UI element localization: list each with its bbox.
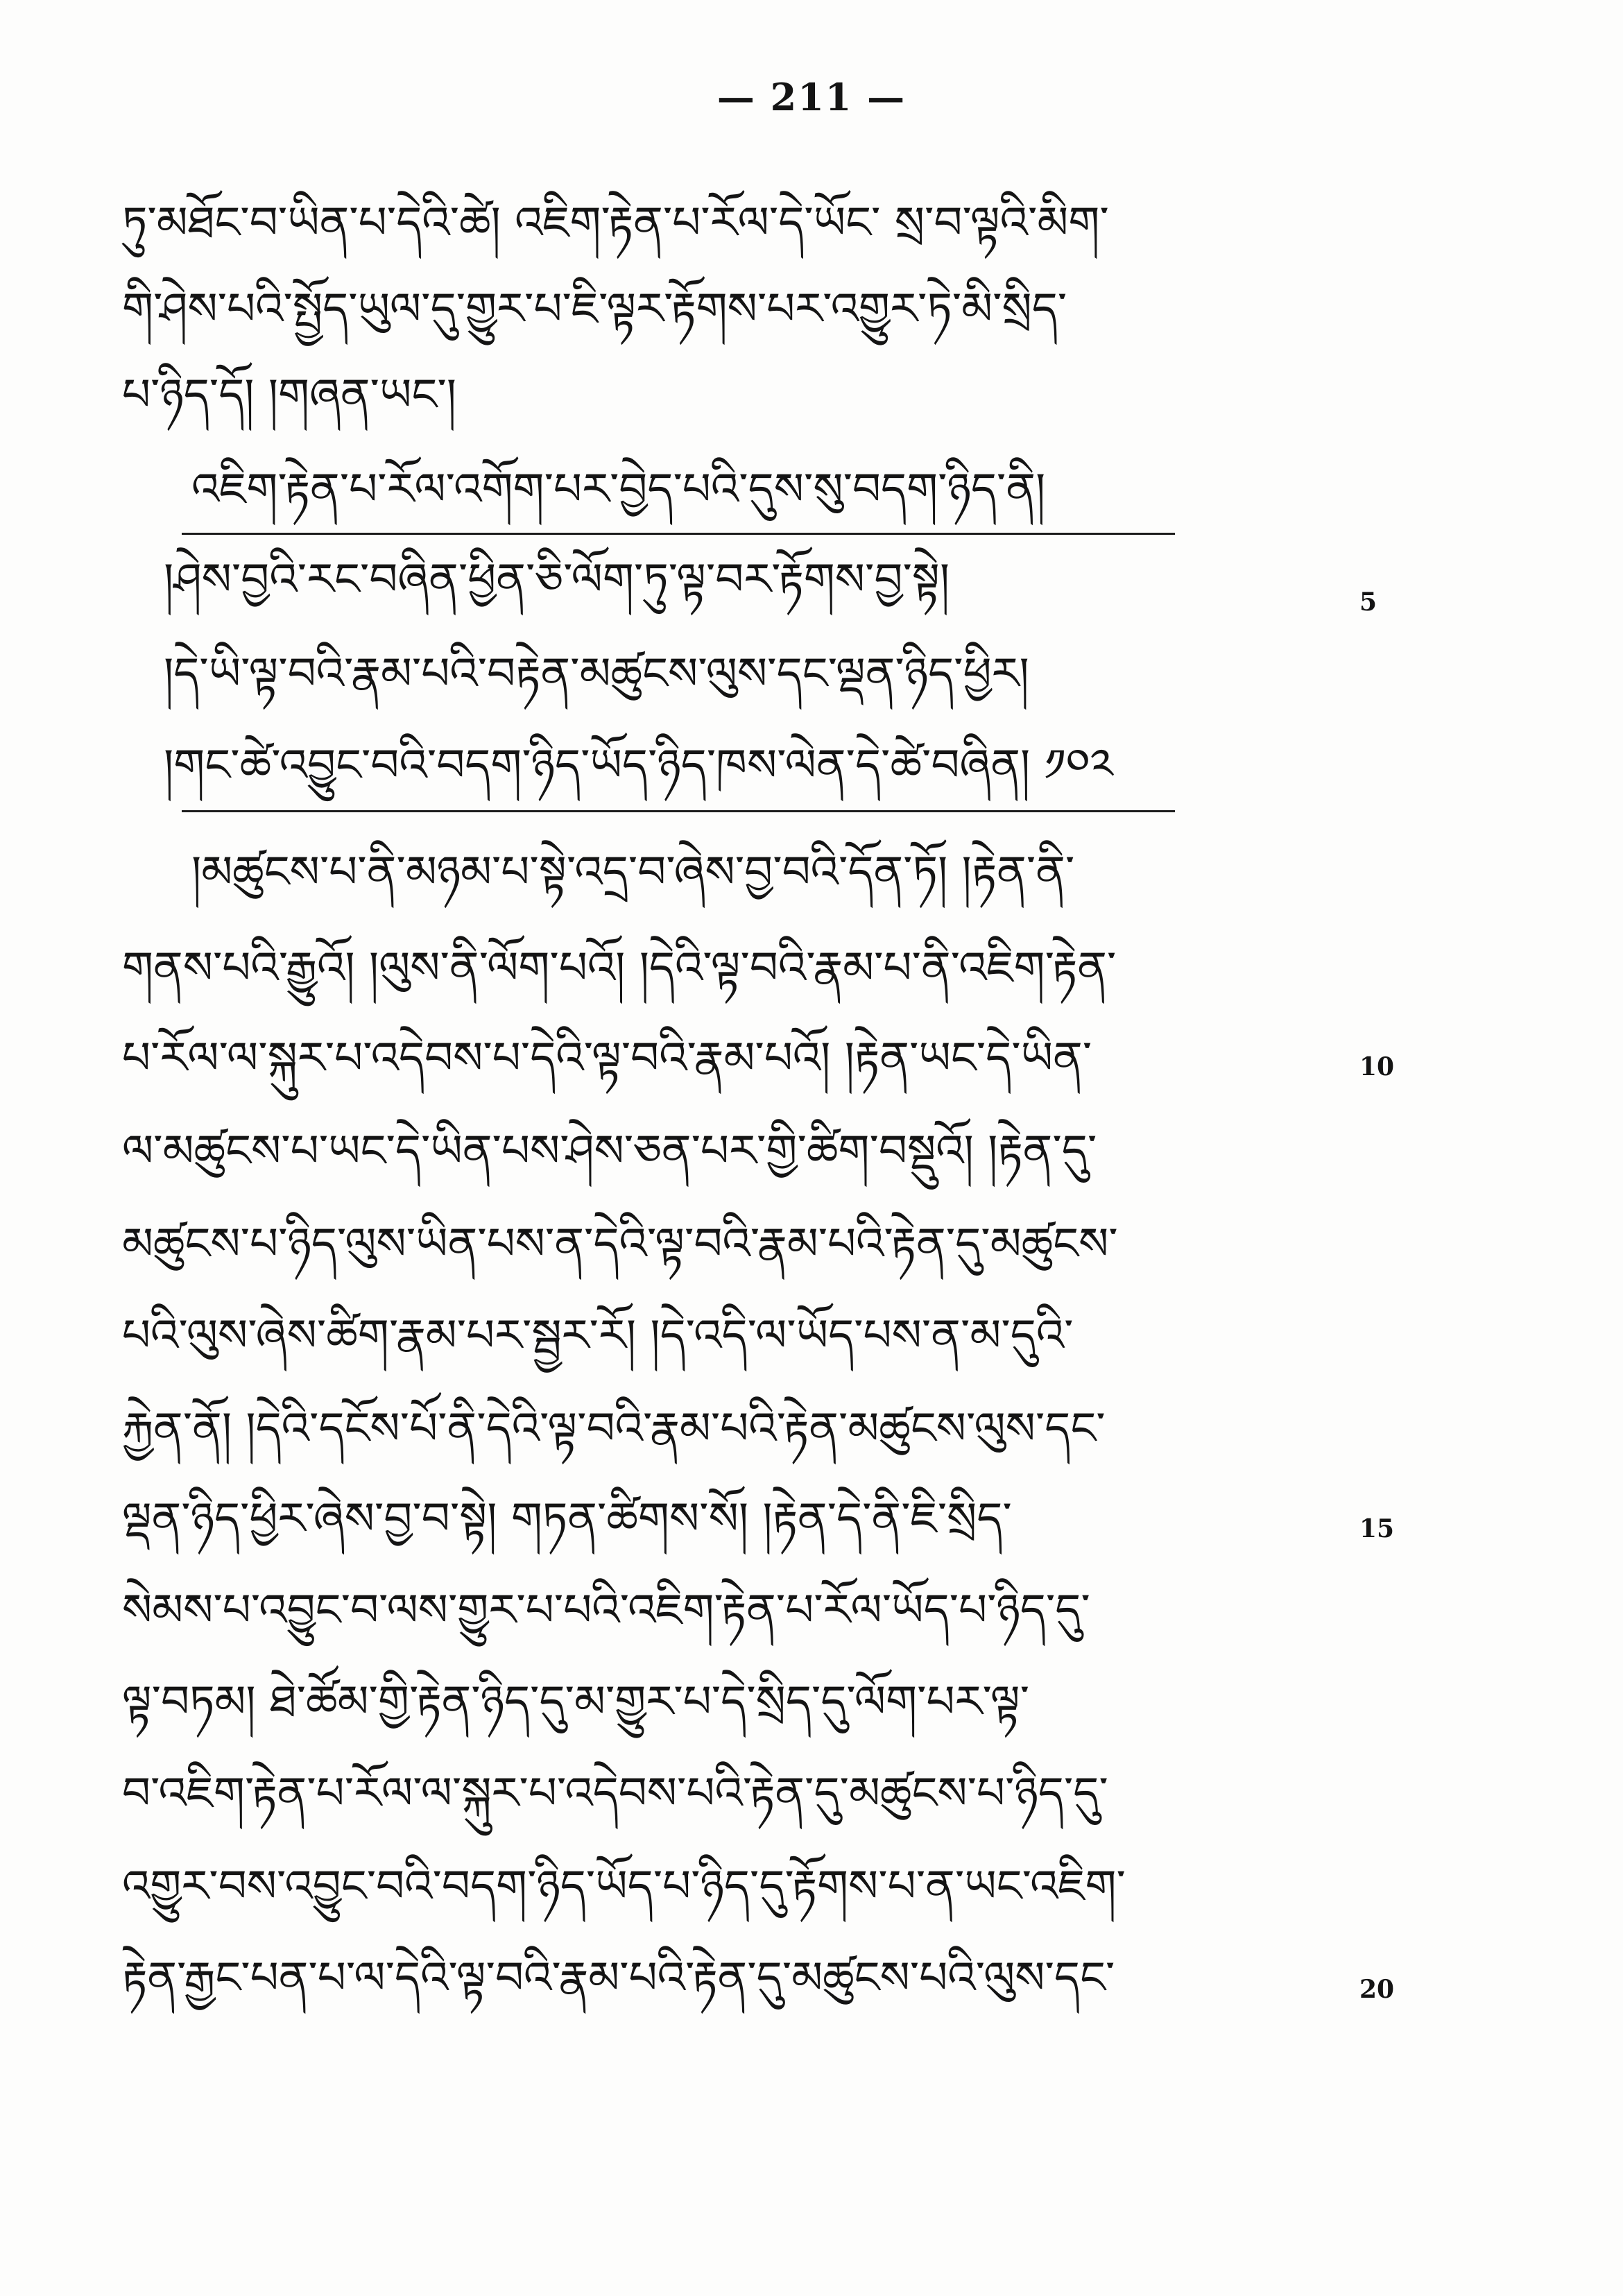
verse-rule xyxy=(182,533,1175,535)
verse-line: །ཤེས་བྱའི་རང་བཞིན་ཕྱིན་ཅི་ལོག་ཏུ་ལྟ་བར་རྟོགས་བྱ་སྟེ། xyxy=(164,554,950,606)
prose-line: རྟེན་རྒྱང་པན་པ་ལ་དེའི་ལྟ་བའི་རྣམ་པའི་རྟེན་དུ་མཚུངས་པའི་ལུས་དང་ xyxy=(122,1953,1115,2004)
prose-line: གི་ཤེས་པའི་སྤྱོད་ཡུལ་དུ་གྱུར་པ་ཇི་ལྟར་རྟོགས་པར་འགྱུར་ཏེ་མི་སྲིད་ xyxy=(122,284,1067,335)
prose-line: སེམས་པ་འབྱུང་བ་ལས་གྱུར་པ་པའི་འཇིག་རྟེན་པ་རོལ་ཡོད་པ་ཉིད་དུ་ xyxy=(122,1585,1090,1636)
prose-line: གནས་པའི་རྒྱུའོ། །ལུས་ནི་ལོག་པའོ། །དེའི་ལྟ་བའི་རྣམ་པ་ནི་འཇིག་རྟེན་ xyxy=(122,943,1117,994)
prose-line: ཏུ་མཐོང་བ་ཡིན་པ་དེའི་ཚེ། འཇིག་རྟེན་པ་རོལ་དེ་ཡོང་ སྲ་བ་ལྟའི་མིག་ xyxy=(122,198,1109,249)
verse-line: །གང་ཚེ་འབྱུང་བའི་བདག་ཉིད་ཡོད་ཉིད་ཁས་ལེན་དེ་ཚེ་བཞིན། ༡༠༢ xyxy=(164,740,1113,791)
prose-line: འགྱུར་བས་འབྱུང་བའི་བདག་ཉིད་ཡོད་པ་ཉིད་དུ་རྟོགས་པ་ན་ཡང་འཇིག་ xyxy=(122,1861,1126,1912)
prose-line: ལྟ་བཏམ། ཐེ་ཚོམ་གྱི་རྟེན་ཉིད་དུ་མ་གྱུར་པ་དེ་སྲིད་དུ་ལོག་པར་ལྟ་ xyxy=(122,1677,1030,1728)
prose-line: པ་ཉིད་དོ། །གཞན་ཡང་། xyxy=(122,370,456,421)
prose-line: མཚུངས་པ་ཉིད་ལུས་ཡིན་པས་ན་དེའི་ལྟ་བའི་རྣམ་པའི་རྟེན་དུ་མཚུངས་ xyxy=(122,1219,1118,1270)
prose-line: པའི་ལུས་ཞེས་ཚིག་རྣམ་པར་སྦྱར་རོ། །དེ་འདི་ལ་ཡོད་པས་ན་མ་དུའི་ xyxy=(122,1310,1074,1362)
verse-rule xyxy=(182,810,1175,812)
margin-line-number: 5 xyxy=(1359,588,1377,617)
prose-line: རྐྱེན་ནོ། །དེའི་དངོས་པོ་ནི་དེའི་ལྟ་བའི་རྣམ་པའི་རྟེན་མཚུངས་ལུས་དང་ xyxy=(122,1403,1106,1455)
prose-line: ལྡན་ཉིད་ཕྱིར་ཞེས་བྱ་བ་སྟེ། གཏན་ཚིགས་སོ། །རྟེན་དེ་ནི་ཇི་སྲིད་ xyxy=(122,1493,1012,1545)
verse-line: འཇིག་རྟེན་པ་རོལ་འགོག་པར་བྱེད་པའི་དུས་སུ་བདག་ཉིད་ནི། xyxy=(191,464,1046,515)
prose-line: ལ་མཚུངས་པ་ཡང་དེ་ཡིན་པས་ཤེས་ཅན་པར་གྱི་ཚིག་བསྡུའོ། །རྟེན་དུ་ xyxy=(122,1126,1097,1177)
page-number: — 211 — xyxy=(716,75,907,119)
margin-line-number: 20 xyxy=(1359,1975,1395,2004)
margin-line-number: 10 xyxy=(1359,1052,1395,1081)
prose-line: །མཚུངས་པ་ནི་མཉམ་པ་སྟེ་འདྲ་བ་ཞེས་བྱ་བའི་དོན་ཏོ། །རྟེན་ནི་ xyxy=(191,847,1075,898)
margin-line-number: 15 xyxy=(1359,1514,1395,1543)
prose-line: བ་འཇིག་རྟེན་པ་རོལ་ལ་སྐུར་པ་འདེབས་པའི་རྟེན་དུ་མཚུངས་པ་ཉིད་དུ་ xyxy=(122,1768,1108,1819)
prose-line: པ་རོལ་ལ་སྐུར་པ་འདེབས་པ་དེའི་ལྟ་བའི་རྣམ་པའོ། །རྟེན་ཡང་དེ་ཡིན་ xyxy=(122,1033,1092,1084)
verse-line: །དེ་ཡི་ལྟ་བའི་རྣམ་པའི་བརྟེན་མཚུངས་ལུས་དང་ལྡན་ཉིད་ཕྱིར། xyxy=(164,649,1029,700)
